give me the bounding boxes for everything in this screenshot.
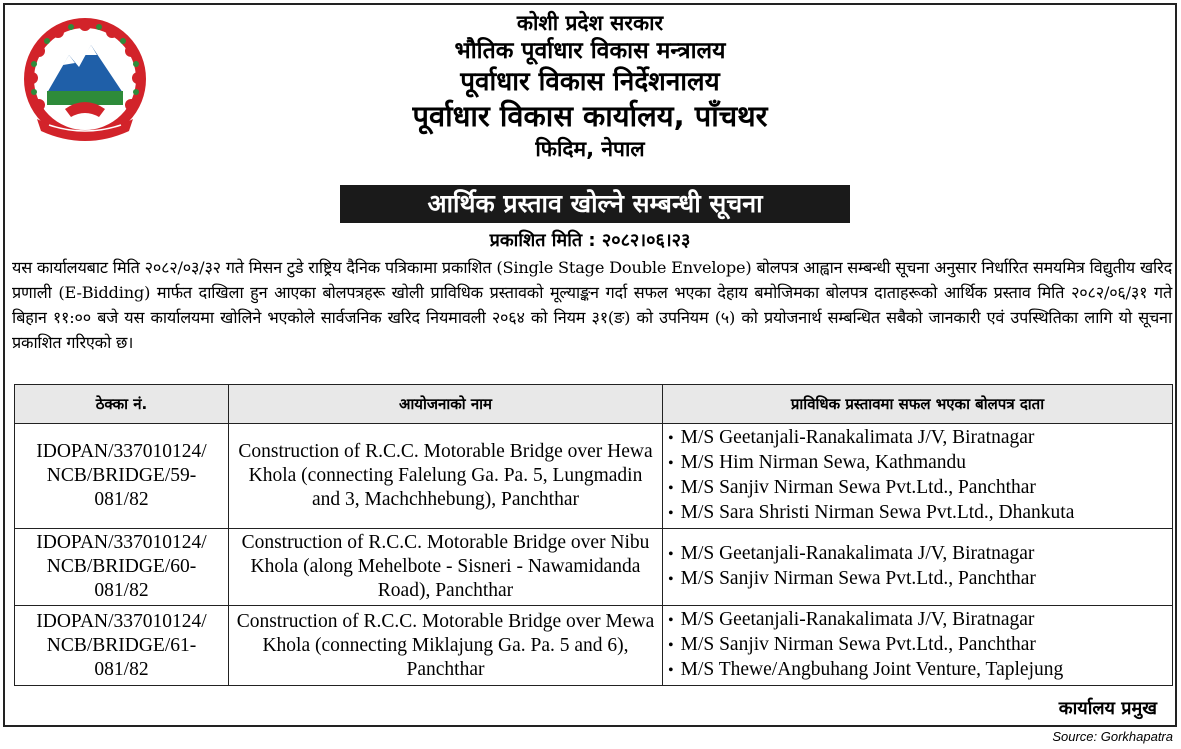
bidder-item: • M/S Sanjiv Nirman Sewa Pvt.Ltd., Panchthar [668,476,1167,501]
table-row [15,529,1173,606]
header-directorate: पूर्वाधार विकास निर्देशनालय [460,66,720,97]
bidder-item: • M/S Geetanjali-Ranakalimata J/V, Biratnagar [668,426,1167,451]
contract-number: IDOPAN/337010124/ NCB/BRIDGE/61- 081/82 [15,606,229,686]
header-successful-bidders: प्राविधिक प्रस्तावमा सफल भएका बोलपत्र दाता [663,385,1173,424]
notice-document [3,3,1177,727]
header-ministry: भौतिक पूर्वाधार विकास मन्त्रालय [454,38,726,65]
published-date: प्रकाशित मिति : २०८२।०६।२३ [489,230,691,251]
intro-paragraph: यस कार्यालयबाट मिति २०८२/०३/३२ गते मिसन टुडे राष्ट्रिय दैनिक पत्रिकामा प्रकाशित (Single Stage Double Envelope) बोलपत्र आह्वान सम्बन्धी सूचना अनुसार निर्धारित समयमित्र विद्युतीय खरिद प्रणाली (E-Bidding) मार्फत दाखिला हुन आएका बोलपत्रहरू खोली प्राविधिक प्रस्तावको मूल्याङ्कन गर्दा सफल भएका देहाय बमोजिमका बोलपत्र दाताहरूको आर्थिक प्रस्ताव मिति २०८२/०६/३१ गते बिहान ११:०० बजे यस कार्यालयमा खोलिने भएकोले सार्वजनिक खरिद नियमावली २०६४ को नियम ३१(ङ) को उपनियम (५) को प्रयोजनार्थ सम्बन्धित सबैको जानकारी एवं उपस्थितिका लागि यो सूचना प्रकाशित गरिएको छ। [12,258,1172,352]
contract-number: IDOPAN/337010124/ NCB/BRIDGE/60- 081/82 [15,529,229,606]
notice-title: आर्थिक प्रस्ताव खोल्ने सम्बन्धी सूचना [340,185,850,223]
bidder-item: • M/S Geetanjali-Ranakalimata J/V, Biratnagar [668,542,1167,567]
bidders-table [14,384,1173,686]
office-chief-signature: कार्यालय प्रमुख [1058,698,1157,719]
table-row [15,424,1173,529]
header-province: कोशी प्रदेश सरकार [516,11,664,35]
office-header [5,9,1175,162]
bidder-item: • M/S Him Nirman Sewa, Kathmandu [668,451,1167,476]
bidder-item: • M/S Geetanjali-Ranakalimata J/V, Biratnagar [668,608,1167,633]
bidders-list [663,424,1173,529]
project-name: Construction of R.C.C. Motorable Bridge over Hewa Khola (connecting Falelung Ga. Pa. 5, Lungmadin and 3, Machchhebung), Panchthar [229,424,663,529]
project-name: Construction of R.C.C. Motorable Bridge over Mewa Khola (connecting Miklajung Ga. Pa. 5 and 6), Panchthar [229,606,663,686]
bidder-item: • M/S Sanjiv Nirman Sewa Pvt.Ltd., Panchthar [668,567,1167,592]
contract-number: IDOPAN/337010124/ NCB/BRIDGE/59- 081/82 [15,424,229,529]
table-header-row [15,385,1173,424]
table-row [15,606,1173,686]
project-name: Construction of R.C.C. Motorable Bridge over Nibu Khola (along Mehelbote - Sisneri - Nawamidanda Road), Panchthar [229,529,663,606]
bidder-item: • M/S Thewe/Angbuhang Joint Venture, Taplejung [668,658,1167,683]
source-credit: Source: Gorkhapatra [1052,729,1173,744]
bidders-list [663,529,1173,606]
header-contract-no: ठेक्का नं. [15,385,229,424]
bidder-item: • M/S Sara Shristi Nirman Sewa Pvt.Ltd., Dhankuta [668,501,1167,526]
header-location: फिदिम, नेपाल [535,136,645,161]
bidder-item: • M/S Sanjiv Nirman Sewa Pvt.Ltd., Panchthar [668,633,1167,658]
header-office: पूर्वाधार विकास कार्यालय, पाँचथर [412,98,768,133]
header-project-name: आयोजनाको नाम [229,385,663,424]
bidders-list [663,606,1173,686]
